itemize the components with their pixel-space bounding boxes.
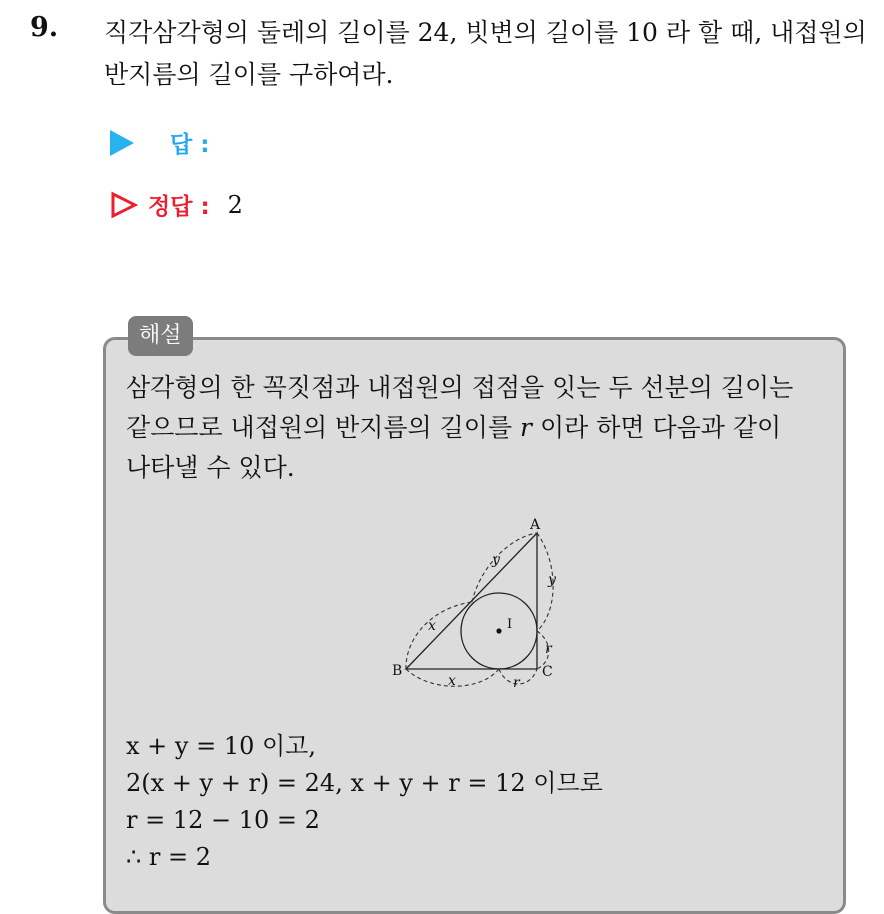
explanation-line-3-text: 나타낼 수 있다. [126,453,295,482]
radius-variable: r [520,413,532,442]
equation-line-2: 2(x + y + r) = 24, x + y + r = 12 이므로 [126,769,603,797]
correct-answer-row [110,188,243,221]
label-x-hypotenuse: x [428,618,436,634]
explanation-line-3 [126,448,841,488]
explanation-line-2-post: 이라 하면 다음과 같이 [532,413,782,442]
equations [126,728,603,876]
explanation-tag: 해설 [128,316,193,356]
explanation-line-2 [126,408,841,448]
equation-line-3: r = 12 − 10 = 2 [126,806,320,834]
play-triangle-icon [110,130,134,156]
vertex-label-a: A [530,517,541,533]
equation-line-4: ∴ r = 2 [126,843,212,871]
triangle-incircle-figure [370,512,580,692]
question-line-2: 반지름의 길이를 구하여라. [104,60,394,89]
triangle-outline [406,533,537,669]
explanation-line-1-text: 삼각형의 한 꼭짓점과 내접원의 접점을 잇는 두 선분의 길이는 [126,373,794,402]
vertex-label-c: C [542,664,553,680]
label-y-hypotenuse: y [492,552,500,568]
answer-row [110,126,209,159]
correct-answer-value: 2 [227,190,243,219]
label-r-leg: r [545,641,552,657]
label-x-base: x [448,673,456,689]
question-text [104,12,874,96]
explanation-line-1 [126,368,841,408]
answer-label: 답 : [170,132,210,158]
explanation-text [126,368,841,488]
question-line-1: 직각삼각형의 둘레의 길이를 24, 빗변의 길이를 10 라 할 때, 내접원의 [104,18,867,47]
incenter-label: I [507,617,513,632]
question-number: 9. [30,12,59,43]
equation-line-1: x + y = 10 이고, [126,732,316,760]
outline-triangle-icon [110,191,138,219]
label-y-leg: y [548,572,556,588]
vertex-label-b: B [392,663,403,679]
explanation-line-2-pre: 같으므로 내접원의 반지름의 길이를 [126,413,521,442]
correct-answer-label: 정답 : [148,194,210,220]
label-r-base: r [513,675,520,691]
incenter-point [496,628,501,633]
